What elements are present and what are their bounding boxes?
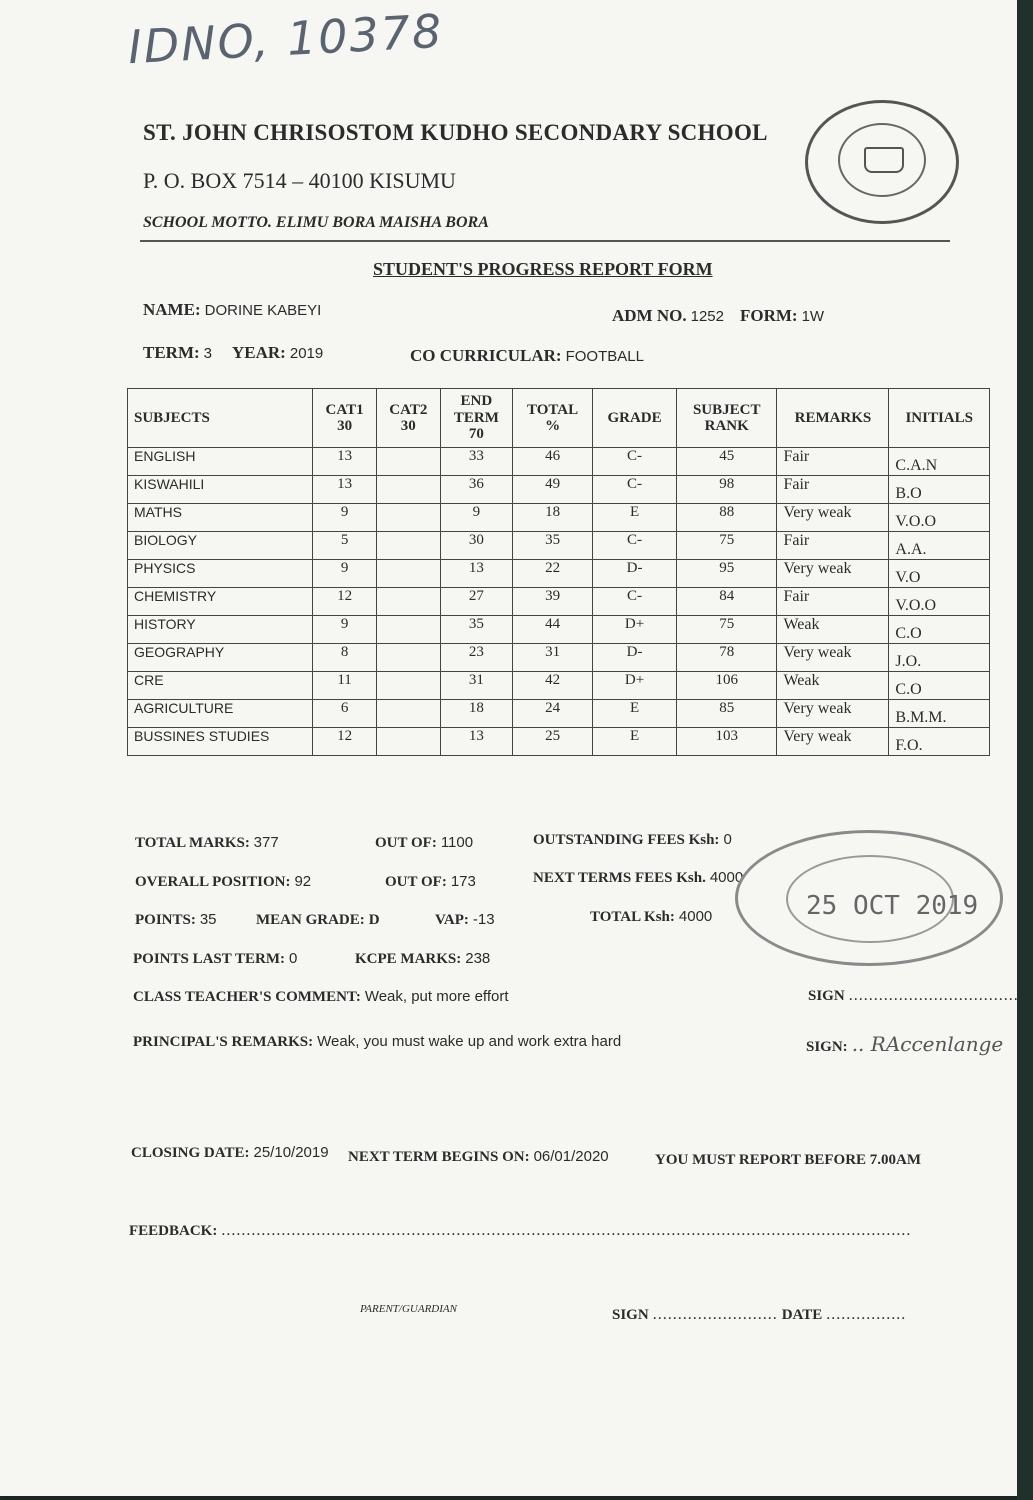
cell-cat2 [376, 672, 440, 700]
cell-grade: D- [593, 644, 677, 672]
cell-initials: V.O [889, 560, 990, 588]
cocurricular-value: FOOTBALL [565, 348, 644, 365]
cell-rank: 78 [676, 644, 777, 672]
kcpe-marks: KCPE MARKS: 238 [355, 950, 491, 967]
cell-total: 44 [513, 616, 593, 644]
student-name: DORINE KABEYI [204, 302, 322, 319]
cell-total: 39 [513, 588, 593, 616]
cell-total: 22 [513, 560, 593, 588]
cell-rank: 103 [676, 728, 777, 756]
cell-remarks: Fair [777, 476, 889, 504]
cell-grade: C- [593, 588, 677, 616]
cell-cat1: 8 [313, 644, 377, 672]
vap: VAP: -13 [435, 911, 495, 928]
header-cat2: CAT2 30 [376, 389, 440, 448]
cell-cat2 [376, 504, 440, 532]
school-name: ST. JOHN CHRISOSTOM KUDHO SECONDARY SCHOOL [143, 120, 768, 145]
cell-grade: D- [593, 560, 677, 588]
closing-date: CLOSING DATE: 25/10/2019 [131, 1144, 329, 1161]
adm-label: ADM NO. [612, 306, 687, 325]
cell-initials: C.O [889, 672, 990, 700]
cell-end-term: 36 [440, 476, 512, 504]
table-row [128, 588, 990, 616]
cell-rank: 88 [676, 504, 777, 532]
cell-cat2 [376, 560, 440, 588]
header-subjects: SUBJECTS [128, 389, 313, 448]
cell-cat1: 9 [313, 560, 377, 588]
cell-total: 31 [513, 644, 593, 672]
cell-cat1: 9 [313, 504, 377, 532]
cell-remarks: Fair [777, 588, 889, 616]
total-ksh: TOTAL Ksh: 4000 [590, 908, 713, 925]
teacher-sign: SIGN ................................... [808, 987, 1024, 1004]
school-motto: SCHOOL MOTTO. ELIMU BORA MAISHA BORA [143, 214, 489, 231]
cell-total: 25 [513, 728, 593, 756]
cell-initials: B.M.M. [889, 700, 990, 728]
stamp-date: 25 OCT 2019 [806, 891, 979, 921]
grades-table [127, 388, 990, 756]
teacher-comment: CLASS TEACHER'S COMMENT: Weak, put more effort [133, 988, 509, 1005]
term-label: TERM: [143, 343, 200, 362]
cell-total: 46 [513, 448, 593, 476]
principal-remarks: PRINCIPAL'S REMARKS: Weak, you must wake up and work extra hard [133, 1033, 622, 1050]
book-icon [864, 147, 904, 173]
header-remarks: REMARKS [777, 389, 889, 448]
principal-signature: .. RAccenlange [851, 1032, 1004, 1056]
cell-total: 49 [513, 476, 593, 504]
cell-cat2 [376, 532, 440, 560]
cell-cat2 [376, 476, 440, 504]
cell-grade: E [593, 504, 677, 532]
cell-initials: J.O. [889, 644, 990, 672]
table-header-row [128, 389, 990, 448]
cell-rank: 45 [676, 448, 777, 476]
cocurricular-label: CO CURRICULAR: [410, 346, 562, 365]
header-cat1: CAT1 30 [313, 389, 377, 448]
cell-remarks: Very weak [777, 728, 889, 756]
next-term-begins: NEXT TERM BEGINS ON: 06/01/2020 [348, 1148, 609, 1165]
cell-rank: 75 [676, 616, 777, 644]
term-row [143, 343, 323, 363]
cell-cat1: 13 [313, 448, 377, 476]
cell-grade: E [593, 728, 677, 756]
grades-body [128, 448, 990, 756]
cell-end-term: 13 [440, 728, 512, 756]
name-label: NAME: [143, 300, 201, 319]
cell-subject: GEOGRAPHY [128, 644, 313, 672]
cell-cat2 [376, 644, 440, 672]
cell-cat2 [376, 448, 440, 476]
table-row [128, 560, 990, 588]
cell-cat2 [376, 700, 440, 728]
cell-remarks: Weak [777, 672, 889, 700]
cell-end-term: 13 [440, 560, 512, 588]
out-of-students: OUT OF: 173 [385, 873, 476, 890]
cell-cat1: 6 [313, 700, 377, 728]
cell-initials: C.A.N [889, 448, 990, 476]
cell-remarks: Very weak [777, 644, 889, 672]
background-edge [1017, 0, 1033, 1500]
header-divider [140, 240, 950, 242]
cell-rank: 106 [676, 672, 777, 700]
form-title: STUDENT'S PROGRESS REPORT FORM [373, 259, 713, 279]
points-last-term: POINTS LAST TERM: 0 [133, 950, 298, 967]
header-total: TOTAL % [513, 389, 593, 448]
cell-total: 18 [513, 504, 593, 532]
cell-grade: D+ [593, 616, 677, 644]
cell-cat1: 11 [313, 672, 377, 700]
school-address: P. O. BOX 7514 – 40100 KISUMU [143, 168, 456, 193]
cell-cat1: 5 [313, 532, 377, 560]
year-label: YEAR: [232, 343, 286, 362]
student-name-row [143, 300, 321, 320]
header-grade: GRADE [593, 389, 677, 448]
parent-guardian-label: PARENT/GUARDIAN [360, 1303, 457, 1315]
cell-cat1: 12 [313, 588, 377, 616]
cell-subject: BUSSINES STUDIES [128, 728, 313, 756]
cell-end-term: 31 [440, 672, 512, 700]
cell-end-term: 18 [440, 700, 512, 728]
cell-initials: V.O.O [889, 504, 990, 532]
cell-initials: C.O [889, 616, 990, 644]
parent-sign-date: SIGN ......................... DATE ................ [612, 1306, 907, 1323]
next-term-fees: NEXT TERMS FEES Ksh. 4000 [533, 869, 744, 886]
cell-rank: 84 [676, 588, 777, 616]
cell-end-term: 27 [440, 588, 512, 616]
out-of-marks: OUT OF: 1100 [375, 834, 474, 851]
cell-end-term: 9 [440, 504, 512, 532]
adm-row [612, 306, 824, 326]
table-row [128, 616, 990, 644]
form-label: FORM: [739, 306, 798, 325]
mean-grade: MEAN GRADE: D [256, 912, 380, 928]
cell-end-term: 23 [440, 644, 512, 672]
cell-rank: 95 [676, 560, 777, 588]
table-row [128, 644, 990, 672]
cell-total: 35 [513, 532, 593, 560]
cell-subject: BIOLOGY [128, 532, 313, 560]
feedback-line: FEEDBACK: .......................................................................................................................................... [129, 1222, 912, 1239]
year-value: 2019 [289, 345, 324, 362]
cell-initials: B.O [889, 476, 990, 504]
cell-initials: A.A. [889, 532, 990, 560]
table-row [128, 532, 990, 560]
cell-cat2 [376, 728, 440, 756]
cell-remarks: Very weak [777, 700, 889, 728]
points: POINTS: 35 [135, 911, 217, 928]
report-notice: YOU MUST REPORT BEFORE 7.00AM [655, 1152, 922, 1168]
cell-grade: C- [593, 476, 677, 504]
cell-remarks: Weak [777, 616, 889, 644]
overall-position: OVERALL POSITION: 92 [135, 873, 312, 890]
cell-subject: CHEMISTRY [128, 588, 313, 616]
cell-cat2 [376, 588, 440, 616]
header-subject-rank: SUBJECT RANK [676, 389, 777, 448]
adm-number: 1252 [690, 308, 724, 325]
cell-subject: MATHS [128, 504, 313, 532]
cell-remarks: Fair [777, 448, 889, 476]
handwritten-id: IDNO, 10378 [126, 3, 445, 75]
table-row [128, 476, 990, 504]
cell-end-term: 30 [440, 532, 512, 560]
cell-cat2 [376, 616, 440, 644]
table-row [128, 728, 990, 756]
outstanding-fees: OUTSTANDING FEES Ksh: 0 [533, 831, 732, 848]
table-row [128, 672, 990, 700]
cell-rank: 85 [676, 700, 777, 728]
cell-subject: CRE [128, 672, 313, 700]
cell-subject: HISTORY [128, 616, 313, 644]
principal-sign: SIGN: .. RAccenlange [806, 1032, 1004, 1056]
cell-total: 42 [513, 672, 593, 700]
header-initials: INITIALS [889, 389, 990, 448]
cell-cat1: 13 [313, 476, 377, 504]
total-marks: TOTAL MARKS: 377 [135, 834, 279, 851]
cocurricular-row [410, 346, 644, 366]
cell-grade: C- [593, 532, 677, 560]
cell-remarks: Fair [777, 532, 889, 560]
cell-grade: C- [593, 448, 677, 476]
cell-remarks: Very weak [777, 560, 889, 588]
cell-subject: PHYSICS [128, 560, 313, 588]
cell-cat1: 12 [313, 728, 377, 756]
cell-subject: ENGLISH [128, 448, 313, 476]
cell-subject: AGRICULTURE [128, 700, 313, 728]
school-date-stamp [735, 830, 1003, 966]
cell-grade: D+ [593, 672, 677, 700]
cell-initials: V.O.O [889, 588, 990, 616]
cell-rank: 75 [676, 532, 777, 560]
term-value: 3 [203, 345, 213, 362]
form-value: 1W [801, 308, 825, 325]
cell-remarks: Very weak [777, 504, 889, 532]
cell-total: 24 [513, 700, 593, 728]
cell-initials: F.O. [889, 728, 990, 756]
school-seal-logo [805, 100, 959, 224]
table-row [128, 504, 990, 532]
cell-subject: KISWAHILI [128, 476, 313, 504]
cell-rank: 98 [676, 476, 777, 504]
cell-end-term: 35 [440, 616, 512, 644]
cell-end-term: 33 [440, 448, 512, 476]
cell-grade: E [593, 700, 677, 728]
header-end-term: END TERM 70 [440, 389, 512, 448]
table-row [128, 448, 990, 476]
table-row [128, 700, 990, 728]
cell-cat1: 9 [313, 616, 377, 644]
